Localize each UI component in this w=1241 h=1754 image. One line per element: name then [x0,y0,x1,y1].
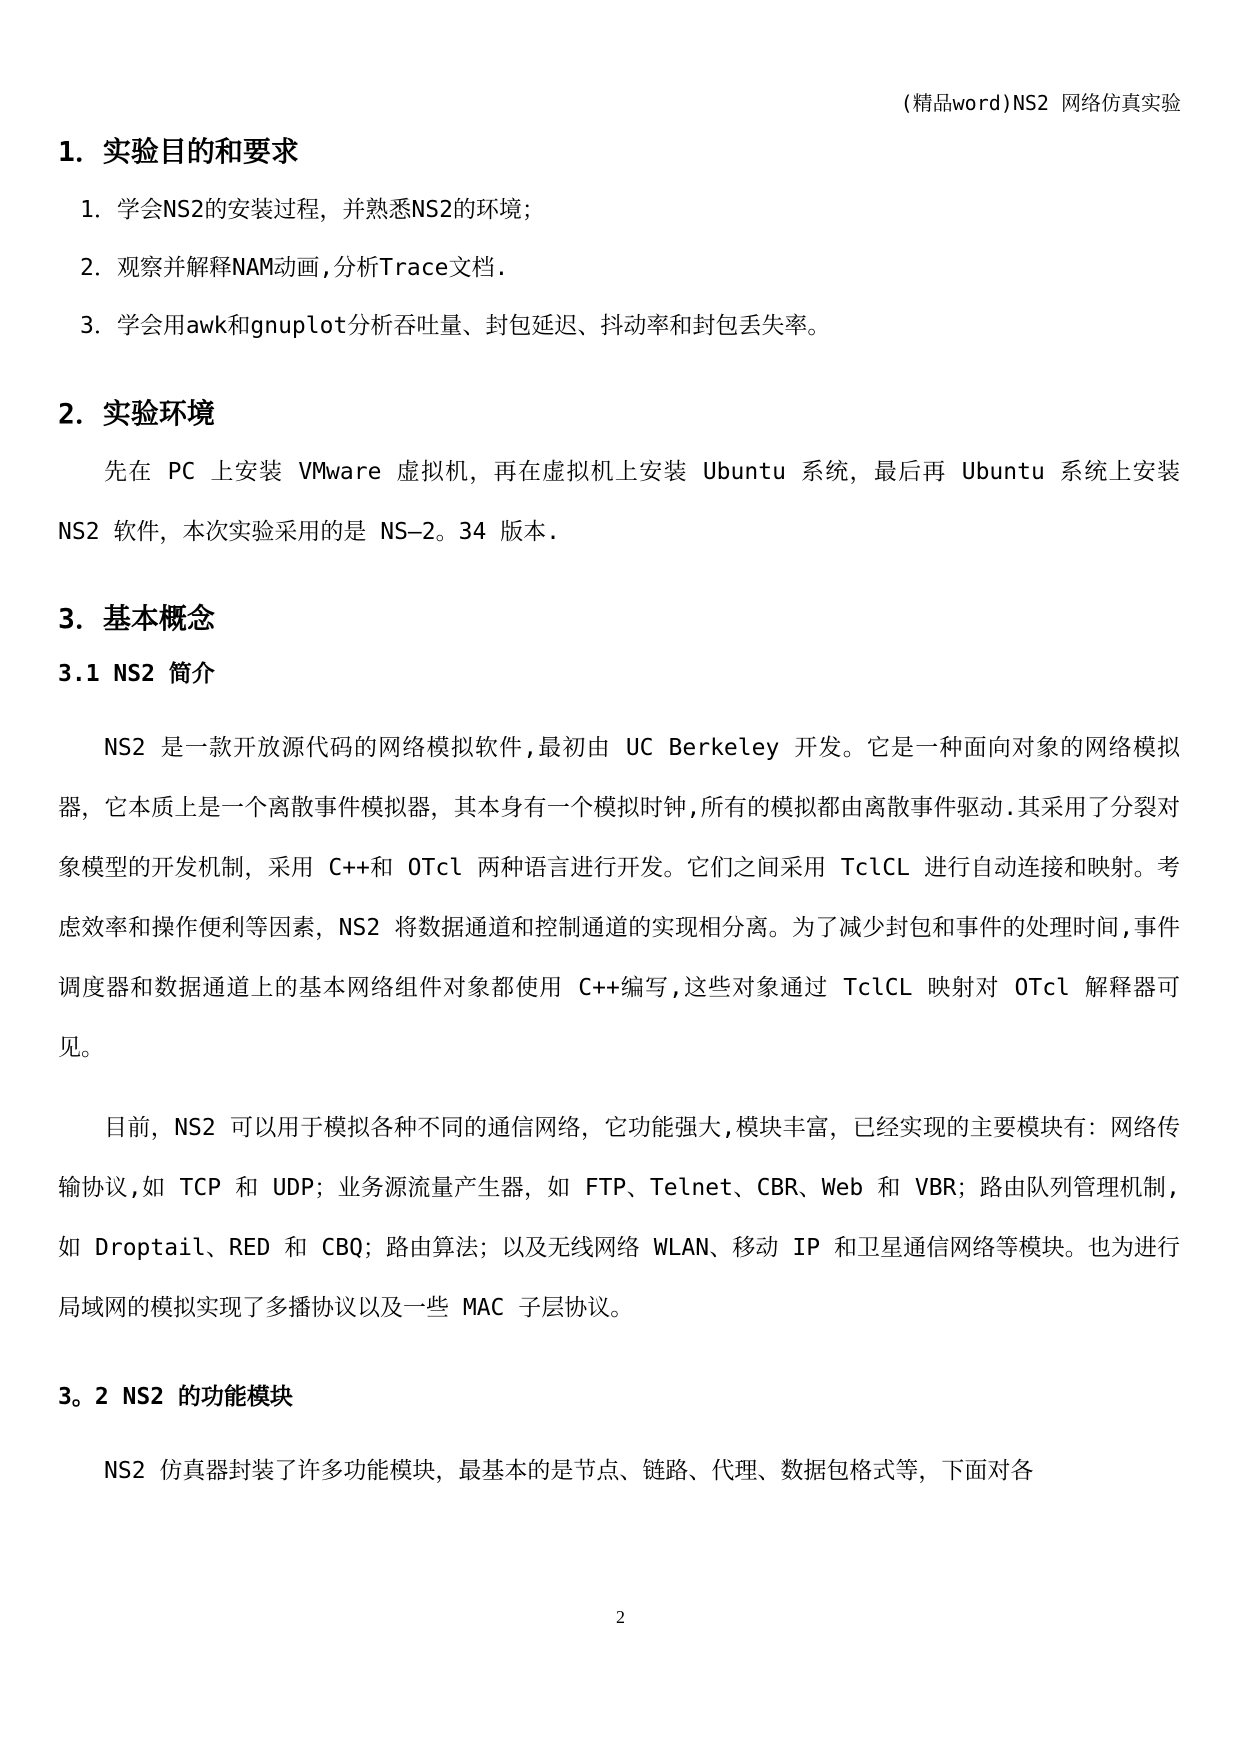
running-header: (精品word)NS2 网络仿真实验 [900,91,1181,115]
section-heading-1: 1．实验目的和要求 [58,135,299,168]
environment-paragraph: 先在 PC 上安装 VMware 虚拟机，再在虚拟机上安装 Ubuntu 系统，最后再 Ubuntu 系统上安装 NS2 软件，本次实验采用的是 NS—2。34 版本. [58,459,1180,545]
objective-item-1: 1．学会NS2的安装过程，并熟悉NS2的环境； [80,197,545,223]
function-modules-paragraph: NS2 仿真器封装了许多功能模块，最基本的是节点、链路、代理、数据包格式等，下面对各 [104,1458,1034,1484]
subsection-heading-3-1: 3.1 NS2 简介 [58,661,215,687]
section-heading-2: 2．实验环境 [58,397,215,430]
page-number: 2 [616,1607,625,1627]
ns2-intro-paragraph: NS2 是一款开放源代码的网络模拟软件,最初由 UC Berkeley 开发。它是一种面向对象的网络模拟器，它本质上是一个离散事件模拟器，其本身有一个模拟时钟,所有的模拟都由离散事件驱动.其采用了分裂对象模型的开发机制，采用 C++和 OTcl 两种语言进行开发。它们之间采用 TclCL 进行自动连接和映射。考虑效率和操作便利等因素，NS2 将数据通道和控制通道的实现相分离。为了减少封包和事件的处理时间,事件调度器和数据通道上的基本网络组件对象都使用 C++编写,这些对象通过 TclCL 映射对 OTcl 解释器可见。 [58,735,1180,1061]
ns2-modules-paragraph: 目前，NS2 可以用于模拟各种不同的通信网络，它功能强大,模块丰富，已经实现的主要模块有：网络传输协议,如 TCP 和 UDP；业务源流量产生器，如 FTP、Telnet、CBR、Web 和 VBR；路由队列管理机制,如 Droptail、RED 和 CBQ；路由算法；以及无线网络 WLAN、移动 IP 和卫星通信网络等模块。也为进行局域网的模拟实现了多播协议以及一些 MAC 子层协议。 [58,1115,1180,1321]
objective-item-3: 3．学会用awk和gnuplot分析吞吐量、封包延迟、抖动率和封包丢失率。 [80,313,831,339]
objective-item-2: 2．观察并解释NAM动画,分析Trace文档. [80,255,509,281]
subsection-heading-3-2: 3。2 NS2 的功能模块 [58,1384,293,1410]
section-heading-3: 3．基本概念 [58,602,215,635]
